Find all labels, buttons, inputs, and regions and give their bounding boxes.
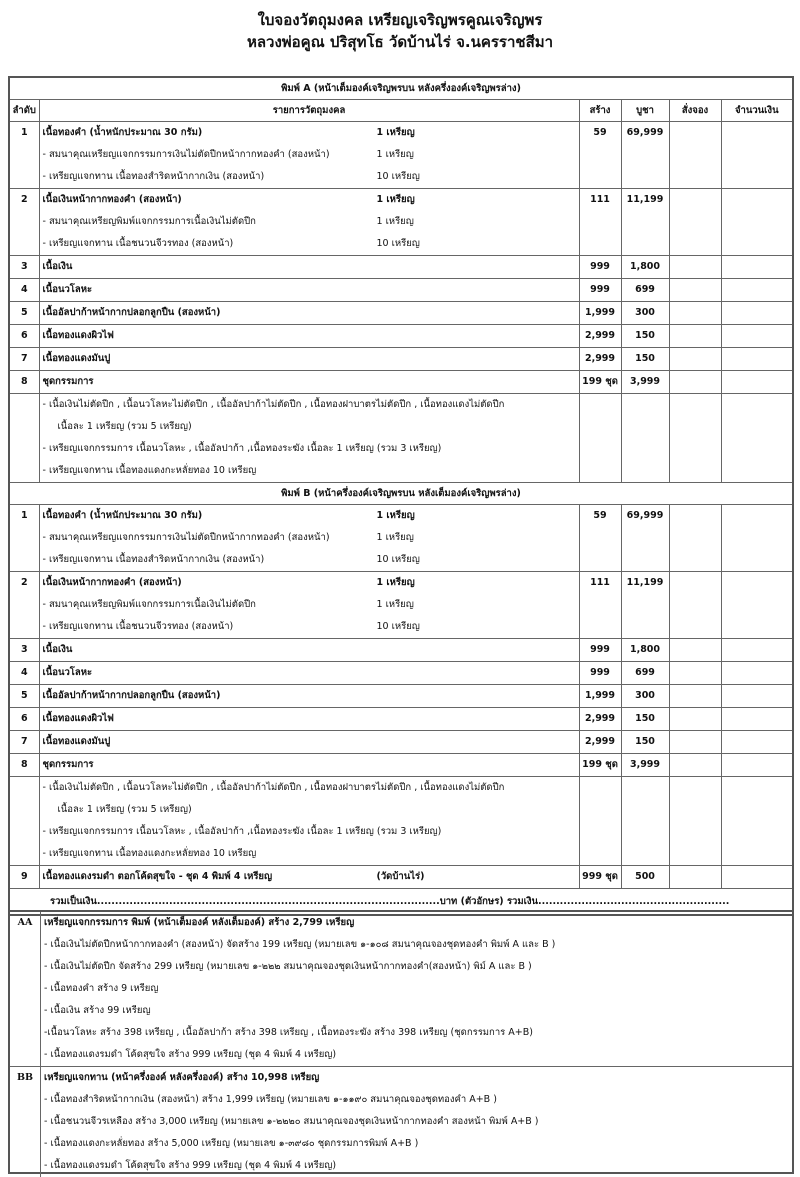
build-count: 2,999 xyxy=(579,325,621,348)
price: 699 xyxy=(621,279,669,302)
item-description xyxy=(39,122,579,189)
amount-field[interactable] xyxy=(721,348,793,371)
item-number: 1 xyxy=(9,122,39,189)
group-label: AA xyxy=(10,912,41,1066)
item-line xyxy=(40,866,579,888)
order-quantity-field[interactable] xyxy=(669,754,721,777)
amount-field[interactable] xyxy=(721,754,793,777)
item-line xyxy=(40,348,579,370)
item-text: - เหรียญแจกกรรมการ เนื้อนวโลหะ , เนื้ออัลปาก้า ,เนื้อทองระฆัง เนื้อละ 1 เหรียญ (รวม 3 เหรียญ) xyxy=(42,826,442,837)
amount-field[interactable] xyxy=(721,325,793,348)
order-quantity-field[interactable] xyxy=(669,708,721,731)
group-lines xyxy=(41,912,792,1066)
price: 150 xyxy=(621,325,669,348)
item-description xyxy=(39,394,579,483)
order-quantity-field[interactable] xyxy=(669,394,721,483)
item-quantity: (วัดบ้านไร่) xyxy=(376,871,425,882)
column-header: บูชา xyxy=(621,100,669,122)
section-header: พิมพ์ A (หน้าเต็มองค์เจริญพรบน หลังครึ่งองค์เจริญพรล่าง) xyxy=(9,77,793,100)
item-text: - เหรียญแจกทาน เนื้อทองแดงกะหลั่ยทอง 10 เหรียญ xyxy=(42,848,257,859)
item-number: 9 xyxy=(9,866,39,889)
price: 300 xyxy=(621,302,669,325)
item-number: 6 xyxy=(9,708,39,731)
build-count: 199 ชุด xyxy=(579,371,621,394)
item-number: 6 xyxy=(9,325,39,348)
item-description xyxy=(39,866,579,889)
item-quantity: 1 เหรียญ xyxy=(376,532,414,543)
order-quantity-field[interactable] xyxy=(669,639,721,662)
item-text: เนื้อเงินหน้ากากทองคำ (สองหน้า) xyxy=(42,194,182,205)
order-quantity-field[interactable] xyxy=(669,348,721,371)
price: 3,999 xyxy=(621,754,669,777)
item-text: - เนื้อเงินไม่ตัดปีก , เนื้อนวโลหะไม่ตัดปีก , เนื้ออัลปาก้าไม่ตัดปีก , เนื้อทองฝาบาตรไม่ตัดปีก , เนื้อทองแดงไม่ตัดปีก xyxy=(42,399,505,410)
order-quantity-field[interactable] xyxy=(669,256,721,279)
item-line xyxy=(40,394,579,416)
build-count: 59 xyxy=(579,505,621,572)
item-text: - เหรียญแจกทาน เนื้อทองสำริดหน้ากากเงิน (สองหน้า) xyxy=(42,171,265,182)
item-quantity: 1 เหรียญ xyxy=(376,127,415,138)
item-line xyxy=(40,754,579,776)
item-number: 7 xyxy=(9,348,39,371)
amount-field[interactable] xyxy=(721,505,793,572)
build-count: 1,999 xyxy=(579,302,621,325)
price: 699 xyxy=(621,662,669,685)
column-header: ลำดับ xyxy=(9,100,39,122)
item-text: - สมนาคุณเหรียญแจกกรรมการเงินไม่ตัดปีกหน้ากากทองคำ (สองหน้า) xyxy=(42,149,330,160)
item-line xyxy=(40,821,579,843)
total-line: รวมเป็นเงิน...............................................................................................บาท (ตัวอักษร) รวมเงิน..................................................... xyxy=(50,896,730,907)
item-quantity: 10 เหรียญ xyxy=(376,238,420,249)
item-text: เนื้อเงินหน้ากากทองคำ (สองหน้า) xyxy=(42,577,182,588)
item-description xyxy=(39,189,579,256)
build-count: 999 ชุด xyxy=(579,866,621,889)
item-text: - เหรียญแจกทาน เนื้อทองสำริดหน้ากากเงิน (สองหน้า) xyxy=(42,554,265,565)
price: 11,199 xyxy=(621,189,669,256)
item-line xyxy=(40,302,579,324)
group-line: - เนื้อเงินไม่ตัดปีก จัดสร้าง 299 เหรียญ (หมายเลข ๑-๒๒๒ สมนาคุณจองชุดเงินหน้ากากทองคำ(สองหน้า) พิม์ A และ B ) xyxy=(44,961,532,972)
item-quantity: 1 เหรียญ xyxy=(376,577,415,588)
item-line xyxy=(40,616,579,638)
item-description xyxy=(39,302,579,325)
item-line xyxy=(40,639,579,661)
item-line xyxy=(40,777,579,799)
item-description xyxy=(39,279,579,302)
item-quantity: 10 เหรียญ xyxy=(376,171,420,182)
price: 300 xyxy=(621,685,669,708)
table-row xyxy=(9,708,793,731)
item-description xyxy=(39,348,579,371)
item-line xyxy=(40,438,579,460)
item-description xyxy=(39,731,579,754)
item-number: 3 xyxy=(9,639,39,662)
build-count xyxy=(579,777,621,866)
item-description xyxy=(39,662,579,685)
item-text: - เนื้อเงินไม่ตัดปีก , เนื้อนวโลหะไม่ตัดปีก , เนื้ออัลปาก้าไม่ตัดปีก , เนื้อทองฝาบาตรไม่ตัดปีก , เนื้อทองแดงไม่ตัดปีก xyxy=(42,782,505,793)
order-quantity-field[interactable] xyxy=(669,572,721,639)
group-line: - เนื้อเงิน สร้าง 99 เหรียญ xyxy=(44,1005,151,1016)
item-text: - เหรียญแจกกรรมการ เนื้อนวโลหะ , เนื้ออัลปาก้า ,เนื้อทองระฆัง เนื้อละ 1 เหรียญ (รวม 3 เหรียญ) xyxy=(42,443,442,454)
amount-field[interactable] xyxy=(721,394,793,483)
item-description xyxy=(39,708,579,731)
item-text: เนื้อละ 1 เหรียญ (รวม 5 เหรียญ) xyxy=(57,804,192,815)
build-count: 999 xyxy=(579,279,621,302)
item-text: เนื้อทองแดงผิวไฟ xyxy=(42,330,114,341)
item-description xyxy=(39,685,579,708)
build-count: 999 xyxy=(579,662,621,685)
group-line: - เนื้อทองแดงรมดำ โค้ดสุขใจ สร้าง 999 เหรียญ (ชุด 4 พิมพ์ 4 เหรียญ) xyxy=(44,1049,337,1060)
item-line xyxy=(40,572,579,594)
item-text: เนื้อทองแดงมันปู xyxy=(42,736,111,747)
item-line xyxy=(40,594,579,616)
item-description xyxy=(39,256,579,279)
item-line xyxy=(40,371,579,393)
build-count: 111 xyxy=(579,189,621,256)
column-header-row xyxy=(9,100,793,122)
item-line xyxy=(40,122,579,144)
item-number: 1 xyxy=(9,505,39,572)
amount-field[interactable] xyxy=(721,122,793,189)
item-text: - สมนาคุณเหรียญพิมพ์แจกกรรมการเนื้อเงินไม่ตัดปีก xyxy=(42,599,256,610)
item-quantity: 10 เหรียญ xyxy=(376,621,420,632)
item-number: 8 xyxy=(9,754,39,777)
price xyxy=(621,777,669,866)
item-text: เนื้อทองแดงมันปู xyxy=(42,353,111,364)
build-count: 999 xyxy=(579,256,621,279)
item-line xyxy=(40,325,579,347)
table-row xyxy=(9,371,793,394)
item-description xyxy=(39,777,579,866)
item-quantity: 1 เหรียญ xyxy=(376,149,414,160)
table-row xyxy=(9,731,793,754)
item-number: 5 xyxy=(9,685,39,708)
order-quantity-field[interactable] xyxy=(669,662,721,685)
item-text: เนื้อทองแดงผิวไฟ xyxy=(42,713,114,724)
group-line: - เนื้อชนวนจีวรเหลือง สร้าง 3,000 เหรียญ (หมายเลข ๑-๒๒๒๐ สมนาคุณจองชุดเงินหน้ากากทองคำ สองหน้า พิมพ์ A+B ) xyxy=(44,1116,539,1127)
item-number: 5 xyxy=(9,302,39,325)
table-row xyxy=(9,122,793,189)
item-number: 2 xyxy=(9,189,39,256)
amount-field[interactable] xyxy=(721,302,793,325)
item-text: - เหรียญแจกทาน เนื้อทองแดงกะหลั่ยทอง 10 เหรียญ xyxy=(42,465,257,476)
item-line xyxy=(40,233,579,255)
document-subtitle: หลวงพ่อคูณ ปริสุทโธ วัดบ้านไร่ จ.นครราชสีมา xyxy=(246,33,554,51)
amount-field[interactable] xyxy=(721,639,793,662)
table-row xyxy=(9,866,793,889)
amount-field[interactable] xyxy=(721,777,793,866)
price: 500 xyxy=(621,866,669,889)
amount-field[interactable] xyxy=(721,662,793,685)
item-line xyxy=(40,731,579,753)
item-description xyxy=(39,754,579,777)
column-header: สร้าง xyxy=(579,100,621,122)
item-quantity: 1 เหรียญ xyxy=(376,599,414,610)
item-description xyxy=(39,371,579,394)
item-line xyxy=(40,685,579,707)
order-quantity-field[interactable] xyxy=(669,325,721,348)
price xyxy=(621,394,669,483)
order-quantity-field[interactable] xyxy=(669,866,721,889)
item-number: 4 xyxy=(9,662,39,685)
group-line: เหรียญแจกทาน (หน้าครึ่งองค์ หลังครึ่งองค์) สร้าง 10,998 เหรียญ xyxy=(44,1072,320,1083)
order-quantity-field[interactable] xyxy=(669,189,721,256)
table-row xyxy=(9,302,793,325)
document-title: ใบจองวัตถุมงคล เหรียญเจริญพรคูณเจริญพร xyxy=(257,11,543,29)
price: 1,800 xyxy=(621,256,669,279)
price: 150 xyxy=(621,731,669,754)
price: 69,999 xyxy=(621,505,669,572)
order-quantity-field[interactable] xyxy=(669,371,721,394)
coin-group xyxy=(10,1067,792,1177)
group-line: - เนื้อทองคำ สร้าง 9 เหรียญ xyxy=(44,983,159,994)
item-quantity: 10 เหรียญ xyxy=(376,554,420,565)
column-header: จำนวนเงิน xyxy=(721,100,793,122)
order-quantity-field[interactable] xyxy=(669,777,721,866)
order-table xyxy=(8,76,794,916)
item-description xyxy=(39,505,579,572)
coin-summary-box xyxy=(8,910,794,1174)
item-text: เนื้อละ 1 เหรียญ (รวม 5 เหรียญ) xyxy=(57,421,192,432)
order-quantity-field[interactable] xyxy=(669,685,721,708)
item-number: 8 xyxy=(9,371,39,394)
table-row xyxy=(9,394,793,483)
table-row xyxy=(9,256,793,279)
table-row xyxy=(9,348,793,371)
group-lines xyxy=(41,1067,792,1177)
item-quantity: 1 เหรียญ xyxy=(376,216,414,227)
amount-field[interactable] xyxy=(721,572,793,639)
build-count: 199 ชุด xyxy=(579,754,621,777)
group-line: เหรียญแจกกรรมการ พิมพ์ (หน้าเต็มองค์ หลังเต็มองค์) สร้าง 2,799 เหรียญ xyxy=(44,917,355,928)
item-line xyxy=(40,708,579,730)
amount-field[interactable] xyxy=(721,708,793,731)
item-text: - เหรียญแจกทาน เนื้อชนวนจีวรทอง (สองหน้า) xyxy=(42,621,234,632)
amount-field[interactable] xyxy=(721,256,793,279)
item-line xyxy=(40,416,579,438)
build-count xyxy=(579,394,621,483)
amount-field[interactable] xyxy=(721,279,793,302)
build-count: 59 xyxy=(579,122,621,189)
item-text: เนื้อทองแดงรมดำ ตอกโค้ดสุขใจ - ชุด 4 พิมพ์ 4 เหรียญ xyxy=(42,871,273,882)
item-text: เนื้อนวโลหะ xyxy=(42,667,93,678)
item-text: - สมนาคุณเหรียญแจกกรรมการเงินไม่ตัดปีกหน้ากากทองคำ (สองหน้า) xyxy=(42,532,330,543)
order-quantity-field[interactable] xyxy=(669,731,721,754)
item-text: เนื้ออัลปาก้าหน้ากากปลอกลูกปืน (สองหน้า) xyxy=(42,690,221,701)
amount-field[interactable] xyxy=(721,731,793,754)
section-header-row xyxy=(9,77,793,100)
item-text: ชุดกรรมการ xyxy=(42,376,94,387)
amount-field[interactable] xyxy=(721,866,793,889)
table-row xyxy=(9,279,793,302)
item-number xyxy=(9,777,39,866)
item-text: เนื้ออัลปาก้าหน้ากากปลอกลูกปืน (สองหน้า) xyxy=(42,307,221,318)
item-line xyxy=(40,256,579,278)
order-quantity-field[interactable] xyxy=(669,279,721,302)
item-line xyxy=(40,460,579,482)
order-quantity-field[interactable] xyxy=(669,302,721,325)
table-row xyxy=(9,505,793,572)
group-line: -เนื้อนวโลหะ สร้าง 398 เหรียญ , เนื้ออัลปาก้า สร้าง 398 เหรียญ , เนื้อทองระฆัง สร้าง 398 เหรียญ (ชุดกรรมการ A+B) xyxy=(44,1027,533,1038)
item-number: 7 xyxy=(9,731,39,754)
price: 150 xyxy=(621,348,669,371)
table-row xyxy=(9,639,793,662)
item-line xyxy=(40,144,579,166)
item-line xyxy=(40,189,579,211)
item-line xyxy=(40,549,579,571)
build-count: 999 xyxy=(579,639,621,662)
item-number xyxy=(9,394,39,483)
price: 1,800 xyxy=(621,639,669,662)
item-line xyxy=(40,662,579,684)
build-count: 2,999 xyxy=(579,708,621,731)
column-header: รายการวัตถุมงคล xyxy=(39,100,579,122)
section-header: พิมพ์ B (หน้าครึ่งองค์เจริญพรบน หลังเต็มองค์เจริญพรล่าง) xyxy=(9,483,793,505)
group-line: - เนื้อทองสำริดหน้ากากเงิน (สองหน้า) สร้าง 1,999 เหรียญ (หมายเลข ๑-๑๑๙๐ สมนาคุณจองชุดทองคำ A+B ) xyxy=(44,1094,497,1105)
item-quantity: 1 เหรียญ xyxy=(376,510,415,521)
price: 3,999 xyxy=(621,371,669,394)
column-header: สั่งจอง xyxy=(669,100,721,122)
coin-group xyxy=(10,912,792,1067)
item-line xyxy=(40,527,579,549)
order-quantity-field[interactable] xyxy=(669,122,721,189)
item-text: ชุดกรรมการ xyxy=(42,759,94,770)
table-row xyxy=(9,572,793,639)
item-text: เนื้อทองคำ (น้ำหนักประมาณ 30 กรัม) xyxy=(42,510,203,521)
table-row xyxy=(9,685,793,708)
item-text: - เหรียญแจกทาน เนื้อชนวนจีวรทอง (สองหน้า) xyxy=(42,238,234,249)
price: 69,999 xyxy=(621,122,669,189)
item-line xyxy=(40,279,579,301)
item-description xyxy=(39,325,579,348)
price: 11,199 xyxy=(621,572,669,639)
table-row xyxy=(9,754,793,777)
amount-field[interactable] xyxy=(721,371,793,394)
section-header-row xyxy=(9,483,793,505)
item-text: เนื้อทองคำ (น้ำหนักประมาณ 30 กรัม) xyxy=(42,127,203,138)
item-line xyxy=(40,211,579,233)
item-quantity: 1 เหรียญ xyxy=(376,194,415,205)
item-text: เนื้อนวโลหะ xyxy=(42,284,93,295)
table-row xyxy=(9,189,793,256)
build-count: 1,999 xyxy=(579,685,621,708)
item-number: 3 xyxy=(9,256,39,279)
build-count: 2,999 xyxy=(579,731,621,754)
item-description xyxy=(39,639,579,662)
item-number: 2 xyxy=(9,572,39,639)
price: 150 xyxy=(621,708,669,731)
group-line: - เนื้อทองแดงกะหลั่ยทอง สร้าง 5,000 เหรียญ (หมายเลข ๑-๓๙๘๐ ชุดกรรมการพิมพ์ A+B ) xyxy=(44,1138,419,1149)
group-label: BB xyxy=(10,1067,41,1177)
table-row xyxy=(9,777,793,866)
item-line xyxy=(40,843,579,865)
item-text: เนื้อเงิน xyxy=(42,261,73,272)
item-text: เนื้อเงิน xyxy=(42,644,73,655)
group-line: - เนื้อเงินไม่ตัดปีกหน้ากากทองคำ (สองหน้า) จัดสร้าง 199 เหรียญ (หมายเลข ๑-๑๐๘ สมนาคุณจองชุดทองคำ พิมพ์ A และ B ) xyxy=(44,939,556,950)
item-line xyxy=(40,166,579,188)
item-description xyxy=(39,572,579,639)
group-line: - เนื้อทองแดงรมดำ โค้ดสุขใจ สร้าง 999 เหรียญ (ชุด 4 พิมพ์ 4 เหรียญ) xyxy=(44,1160,337,1171)
item-number: 4 xyxy=(9,279,39,302)
table-row xyxy=(9,662,793,685)
table-row xyxy=(9,325,793,348)
item-line xyxy=(40,505,579,527)
item-line xyxy=(40,799,579,821)
amount-field[interactable] xyxy=(721,685,793,708)
item-text: - สมนาคุณเหรียญพิมพ์แจกกรรมการเนื้อเงินไม่ตัดปีก xyxy=(42,216,256,227)
amount-field[interactable] xyxy=(721,189,793,256)
build-count: 111 xyxy=(579,572,621,639)
build-count: 2,999 xyxy=(579,348,621,371)
order-quantity-field[interactable] xyxy=(669,505,721,572)
